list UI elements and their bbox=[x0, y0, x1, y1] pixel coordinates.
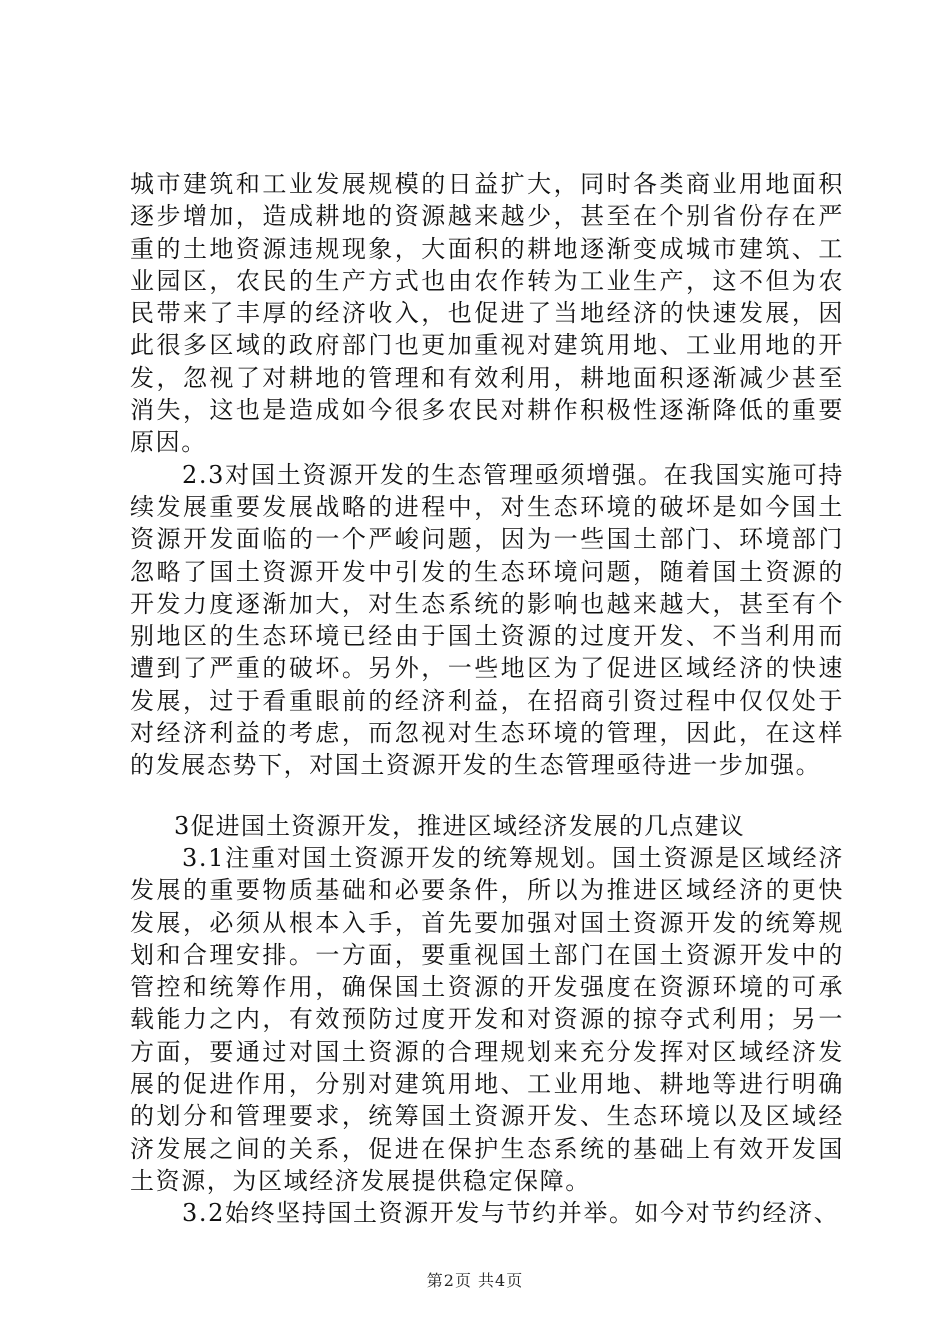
paragraph-section-3-1: 3.1注重对国土资源开发的统筹规划。国土资源是区域经济发展的重要物质基础和必要条件，所以为推进区域经济的更快发展，必须从根本入手，首先要加强对国土资源开发的统筹规划和合理安排。一方面，要重视国土部门在国土资源开发中的管控和统筹作用，确保国土资源的开发强度在资源环境的可承载能力之内，有效预防过度开发和对资源的掠夺式利用；另一方面，要通过对国土资源的合理规划来充分发挥对区域经济发展的促进作用，分别对建筑用地、工业用地、耕地等进行明确的划分和管理要求，统筹国土资源开发、生态环境以及区域经济发展之间的关系，促进在保护生态系统的基础上有效开发国土资源，为区域经济发展提供稳定保障。 bbox=[130, 843, 844, 1195]
paragraph-continuation: 城市建筑和工业发展规模的日益扩大，同时各类商业用地面积逐步增加，造成耕地的资源越来越少，甚至在个别省份存在严重的土地资源违规现象，大面积的耕地逐渐变成城市建筑、工业园区，农民的生产方式也由农作转为工业生产，这不但为农民带来了丰厚的经济收入，也促进了当地经济的快速发展，因此很多区域的政府部门也更加重视对建筑用地、工业用地的开发，忽视了对耕地的管理和有效利用，耕地面积逐渐减少甚至消失，这也是造成如今很多农民对耕作积极性逐渐降低的重要原因。 bbox=[130, 170, 844, 457]
section-heading-3: 3促进国土资源开发，推进区域经济发展的几点建议 bbox=[174, 811, 745, 840]
paragraph-section-2-3: 2.3对国土资源开发的生态管理亟须增强。在我国实施可持续发展重要发展战略的进程中，对生态环境的破坏是如今国土资源开发面临的一个严峻问题，因为一些国土部门、环境部门忽略了国土资源开发中引发的生态环境问题，随着国土资源的开发力度逐渐加大，对生态系统的影响也越来越大，甚至有个别地区的生态环境已经由于国土资源的过度开发、不当利用而遭到了严重的破坏。另外，一些地区为了促进区域经济的快速发展，过于看重眼前的经济利益，在招商引资过程中仅仅处于对经济利益的考虑，而忽视对生态环境的管理，因此，在这样的发展态势下，对国土资源开发的生态管理亟待进一步加强。 bbox=[130, 460, 844, 780]
document-body bbox=[130, 168, 844, 1230]
page-number-footer: 第2页 共4页 bbox=[426, 1271, 524, 1290]
section-gap bbox=[130, 782, 844, 810]
paragraph-section-3-2: 3.2始终坚持国土资源开发与节约并举。如今对节约经济、 bbox=[182, 1199, 840, 1228]
